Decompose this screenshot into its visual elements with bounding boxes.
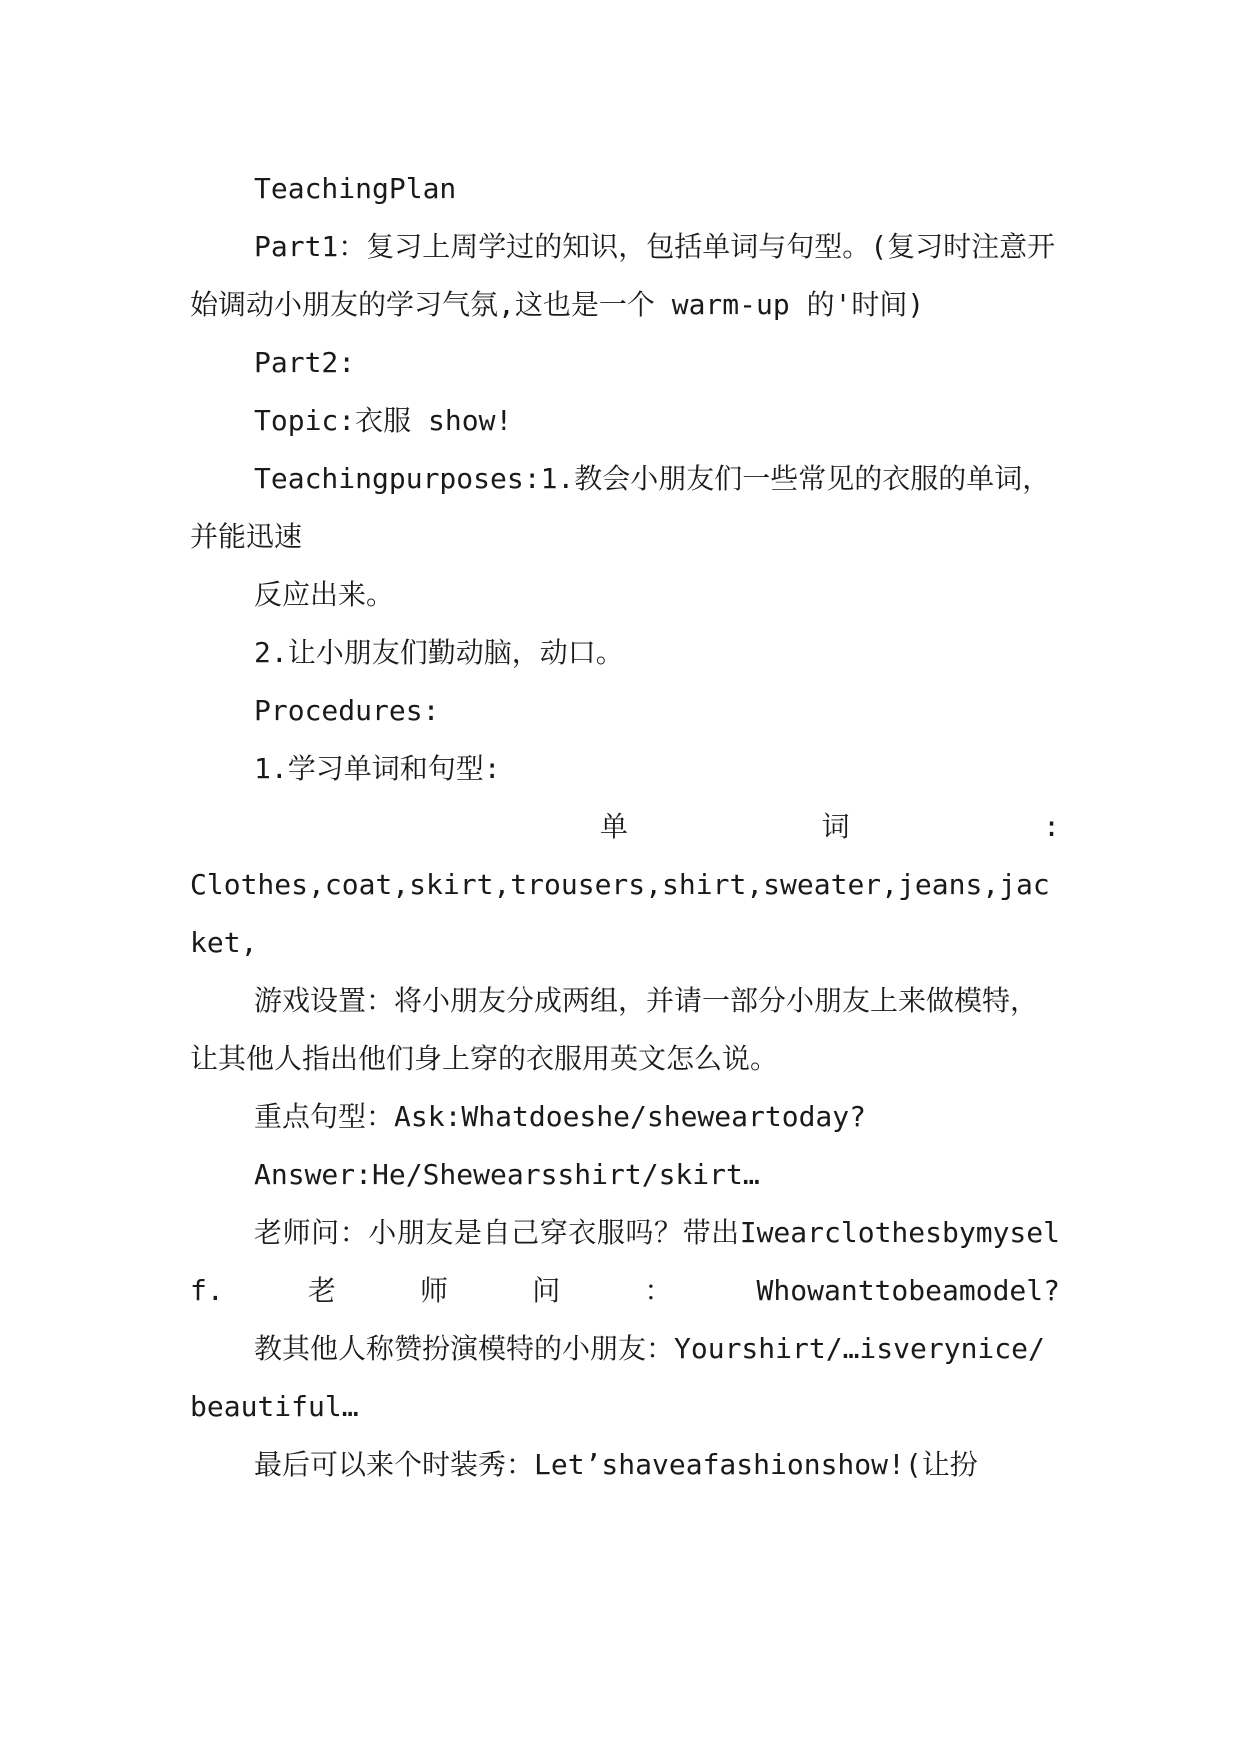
topic-line: Topic:衣服 show! [254, 404, 513, 437]
doc-title: TeachingPlan [254, 172, 457, 205]
key-pattern-line: 重点句型：Ask:Whatdoeshe/sheweartoday? [254, 1100, 867, 1133]
fashion-show-line: 最后可以来个时装秀：Let’shaveafashionshow!(让扮 [254, 1448, 978, 1481]
vocab-label-char-2: 词 [821, 810, 850, 843]
procedures-heading: Procedures: [254, 694, 440, 727]
answer-line: Answer:He/Shewearsshirt/skirt… [254, 1158, 760, 1191]
step-1: 1.学习单词和句型: [254, 752, 501, 785]
praise-paragraph: 教其他人称赞扮演模特的小朋友：Yourshirt/…isverynice/beautiful… [190, 1332, 1045, 1423]
vocab-label [190, 798, 1060, 856]
purposes-continuation: 反应出来。 [254, 578, 395, 611]
vocab-list: Clothes,coat,skirt,trousers,shirt,sweater,jeans,jacket, [190, 868, 1050, 959]
part1-paragraph: Part1：复习上周学过的知识，包括单词与句型。(复习时注意开始调动小朋友的学习气氛,这也是一个 warm-up 的'时间) [190, 230, 1056, 321]
teacher-question-paragraph: 老师问：小朋友是自己穿衣服吗？带出Iwearclothesbymyself.老师问：Whowanttobeamodel? [190, 1216, 1060, 1307]
document-body [190, 160, 1060, 1494]
purposes-paragraph: Teachingpurposes:1.教会小朋友们一些常见的衣服的单词，并能迅速 [190, 462, 1051, 553]
purpose-2: 2.让小朋友们勤动脑，动口。 [254, 636, 624, 669]
vocab-label-char-1: 单 [600, 810, 629, 843]
vocab-label-colon: : [1043, 810, 1060, 843]
game-setup-paragraph: 游戏设置：将小朋友分成两组，并请一部分小朋友上来做模特，让其他人指出他们身上穿的衣服用英文怎么说。 [190, 984, 1039, 1075]
part2-heading: Part2: [254, 346, 356, 379]
